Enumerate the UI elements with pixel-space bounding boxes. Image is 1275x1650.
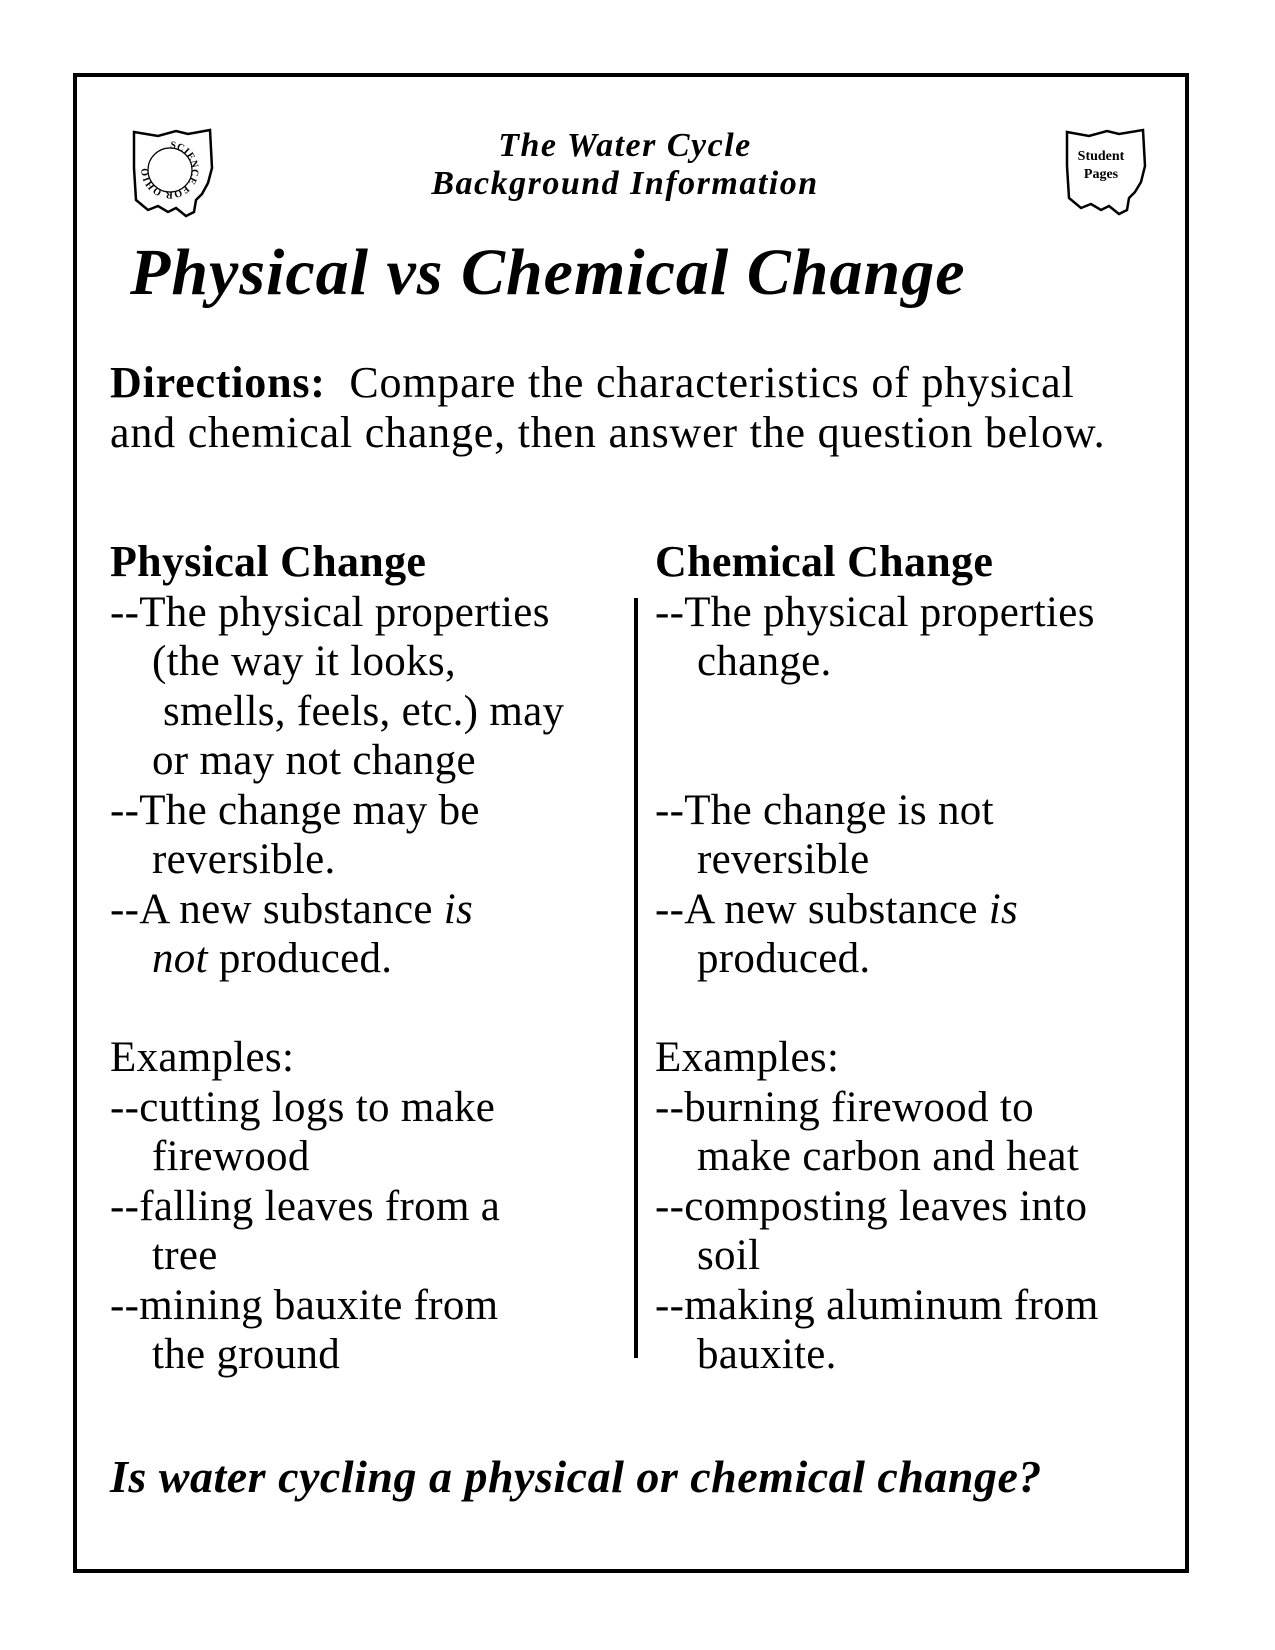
column-divider (634, 598, 638, 1358)
science-for-ohio-logo (128, 128, 218, 220)
chemical-example-2-line-1: --composting leaves into (655, 1182, 1088, 1230)
logo-left-text: SCIENCE FOR OHIO (139, 139, 201, 201)
question: Is water cycling a physical or chemical change? (110, 1451, 1042, 1502)
physical-change-column (110, 537, 630, 1380)
physical-example-3-line-2: the ground (152, 1331, 341, 1378)
physical-example-1-line-2: firewood (152, 1133, 310, 1180)
physical-property-line-4: or may not change (152, 737, 476, 784)
logo-right-line2: Pages (1083, 167, 1119, 182)
chemical-change-heading: Chemical Change (655, 537, 994, 586)
chemical-reversible-line-2: reversible (697, 836, 870, 883)
logo-right-line1: Student (1077, 149, 1125, 164)
chemical-substance-line-1: --A new substance is (655, 885, 1019, 933)
header-line-2: Background Information (431, 165, 819, 202)
physical-reversible-line-1: --The change may be (110, 786, 480, 834)
physical-substance-line-2: not produced. (152, 935, 393, 982)
physical-example-2-line-1: --falling leaves from a (110, 1182, 501, 1230)
physical-examples-label: Examples: (110, 1034, 295, 1081)
chemical-change-column (655, 537, 1175, 1380)
student-pages-logo (1063, 128, 1153, 218)
physical-property-line-2: (the way it looks, (152, 638, 456, 685)
chemical-examples-label: Examples: (655, 1034, 840, 1081)
page-title: Physical vs Chemical Change (130, 236, 966, 309)
physical-substance-line-1: --A new substance is (110, 885, 474, 933)
chemical-property-line-2: change. (697, 638, 832, 685)
physical-example-1-line-1: --cutting logs to make (110, 1083, 496, 1131)
chemical-example-3-line-1: --making aluminum from (655, 1281, 1099, 1329)
chemical-substance-line-2: produced. (697, 935, 871, 982)
physical-example-3-line-1: --mining bauxite from (110, 1281, 499, 1329)
physical-reversible-line-2: reversible. (152, 836, 336, 883)
physical-property-line-1: --The physical properties (110, 588, 550, 636)
header-line-1: The Water Cycle (498, 127, 752, 164)
directions (110, 358, 1150, 458)
chemical-example-2-line-2: soil (697, 1232, 761, 1279)
physical-change-heading: Physical Change (110, 537, 427, 586)
chemical-reversible-line-1: --The change is not (655, 786, 994, 834)
physical-property-line-3: smells, feels, etc.) may (152, 687, 565, 735)
directions-label: Directions: (110, 358, 326, 407)
directions-text: Compare the characteristics of physical and chemical change, then answer the question below. (110, 358, 1106, 457)
chemical-example-1-line-1: --burning firewood to (655, 1083, 1034, 1131)
svg-text:SCIENCE FOR OHIO (140, 140, 200, 200)
chemical-example-1-line-2: make carbon and heat (697, 1133, 1080, 1180)
chemical-property-line-1: --The physical properties (655, 588, 1095, 636)
chemical-example-3-line-2: bauxite. (697, 1331, 837, 1378)
physical-example-2-line-2: tree (152, 1232, 218, 1279)
